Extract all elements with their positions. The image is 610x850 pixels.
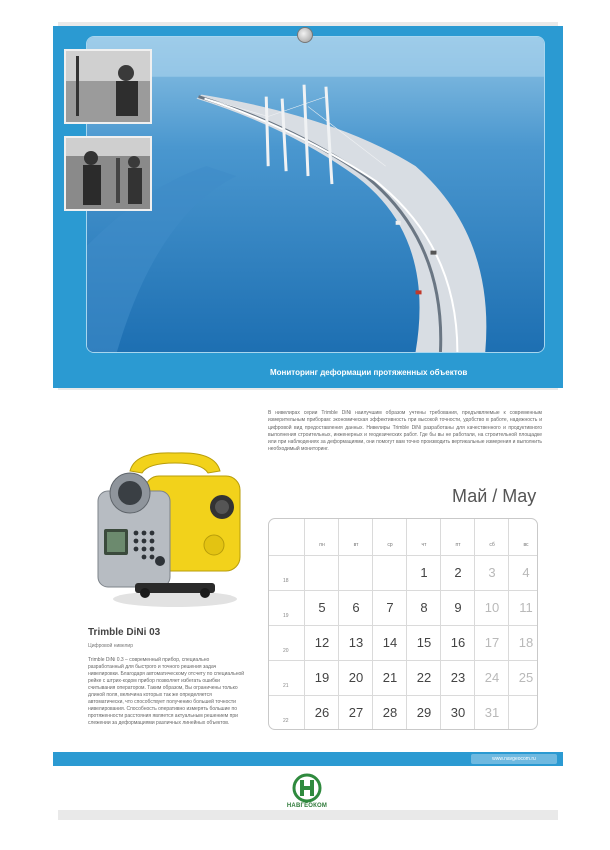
week-number: 20: [283, 648, 289, 654]
day-cell: 7: [386, 600, 394, 615]
calendar-week-row: [269, 625, 537, 660]
day-cell: 8: [420, 600, 428, 615]
calendar-hanger-icon: [297, 27, 313, 43]
calendar-week-row: [269, 555, 537, 590]
day-cell: [339, 556, 373, 591]
digital-level-device-illustration: [90, 451, 260, 611]
day-cell-weekend: 11: [519, 600, 533, 615]
weekday-fri: пт: [455, 542, 461, 548]
day-cell: 5: [318, 600, 326, 615]
product-description: Trimble DiNi 0.3 – современный прибор, специально разработанный для быстрого и точного решения задач нивелировки. Благодаря автоматическому отсчету по специальной рейке с штрих-кодом прибор позволяет избегать ошибки считывания оператором. Таким образом, Вы ограничены только длиной поля, величина которых так же определяется автоматически, что способствует получению большей точности нивелирования. Способность оперативно измерять большие по протяженности расстояния является актуальным решением при слежении за деформациями различных линейных объектов.: [88, 657, 245, 726]
day-cell: 29: [416, 705, 432, 720]
calendar-week-row: [269, 695, 537, 730]
website-link[interactable]: www.navgeocom.ru: [471, 754, 557, 764]
day-cell-weekend: 24: [484, 670, 500, 685]
week-number: 18: [283, 578, 289, 584]
surveyor-photo-1: [64, 49, 152, 124]
surveyor-photo-2: [64, 136, 152, 211]
bridge-photo: [87, 37, 544, 352]
calendar-week-row: [269, 660, 537, 695]
day-cell: 27: [348, 705, 364, 720]
day-cell: 14: [382, 635, 398, 650]
day-cell: 28: [382, 705, 398, 720]
calendar-week-row: [269, 590, 537, 625]
day-cell-weekend: 31: [484, 705, 500, 720]
weekday-tue: вт: [353, 542, 359, 548]
day-cell-weekend: 18: [518, 635, 534, 650]
day-cell: 23: [450, 670, 466, 685]
day-cell-weekend: 10: [484, 600, 500, 615]
day-cell: 15: [416, 635, 432, 650]
day-cell-weekend: 25: [518, 670, 534, 685]
day-cell: 12: [314, 635, 330, 650]
calendar-grid: [268, 518, 538, 730]
day-cell: 26: [314, 705, 330, 720]
product-subtitle: Цифровой нивелир: [88, 643, 133, 649]
weekday-sat: сб: [489, 542, 495, 548]
weekday-wed: ср: [387, 542, 393, 548]
day-cell: 22: [416, 670, 432, 685]
weekday-header: [269, 519, 537, 555]
day-cell: 19: [314, 670, 330, 685]
product-title: Trimble DiNi 03: [88, 627, 161, 638]
day-cell: 9: [454, 600, 462, 615]
weekday-mon: пн: [319, 542, 325, 548]
day-cell-weekend: 3: [488, 565, 496, 580]
week-number: 19: [283, 613, 289, 619]
day-cell: 30: [450, 705, 466, 720]
day-cell: 16: [450, 635, 466, 650]
photo-caption: Мониторинг деформации протяженных объектов: [270, 368, 468, 377]
day-cell: 21: [382, 670, 398, 685]
day-cell: 2: [454, 565, 462, 580]
week-number: 22: [283, 718, 289, 724]
day-cell: 13: [348, 635, 364, 650]
weekday-thu: чт: [421, 542, 427, 548]
day-cell-weekend: 4: [522, 565, 530, 580]
month-title: Май / May: [452, 486, 537, 506]
day-cell-weekend: 17: [484, 635, 500, 650]
day-cell: 20: [348, 670, 364, 685]
main-photo-frame: [86, 36, 545, 353]
day-cell: 6: [352, 600, 360, 615]
logo-wordmark: НАВГЕОКОМ: [286, 803, 328, 809]
day-cell: 1: [420, 565, 428, 580]
weekday-sun: вс: [523, 542, 529, 548]
day-cell: [305, 556, 339, 591]
day-cell: [373, 556, 407, 591]
intro-text: В нивелирах серии Trimble DiNi наилучшим образом учтены требования, предъявляемые к современным измерительным приборам: экономическая эффективность при высокой точности, удобство в работе, надежность и цифровой вид предоставления данных. Нивелиры Trimble DiNi разработаны для качественного и продуктивного выполнения строительных, инженерных и геодезических работ. Где бы вы не работали, на строительной площадке или при наблюдениях за деформациями, они помогут вам точно производить вертикальные измерения и выполнить необходимый мониторинг.: [268, 410, 542, 453]
day-cell-weekend: [509, 696, 538, 730]
week-number: 21: [283, 683, 289, 689]
